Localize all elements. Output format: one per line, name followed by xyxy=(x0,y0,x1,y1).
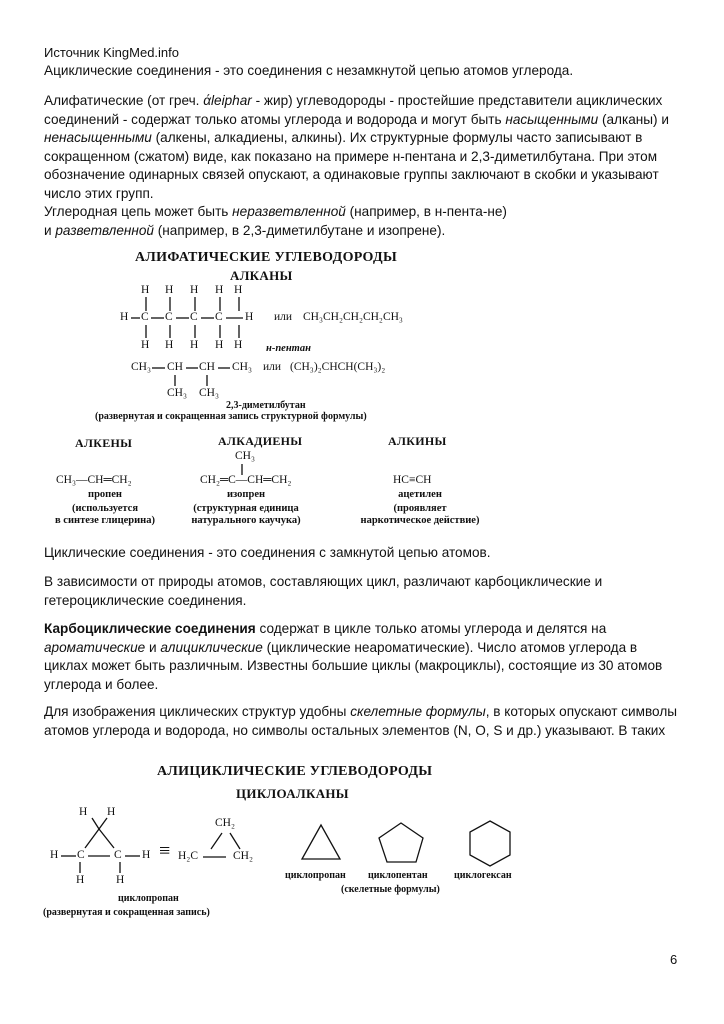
pentane-h-top-5: H xyxy=(234,284,243,296)
dmb-condensed-formula: (CH₃)₂CHCH(CH₃)₂ xyxy=(290,361,386,373)
cyclopropane-triangle xyxy=(302,825,340,859)
figure-title: АЛИФАТИЧЕСКИЕ УГЛЕВОДОРОДЫ xyxy=(135,250,398,265)
paragraph-cyclic-types: В зависимости от природы атомов, составляющих цикл, различают карбоциклические и гетероциклические соединения. xyxy=(44,574,603,608)
dmb-ch-2: CH xyxy=(199,361,215,373)
cp-h-top-right: H xyxy=(107,806,116,818)
pentane-c-1: C xyxy=(141,311,149,323)
pentane-h-top-1: H xyxy=(141,284,150,296)
cp-h-bottom-right: H xyxy=(116,874,125,886)
cp-c-left: C xyxy=(77,849,85,861)
dmb-name: 2,3-диметилбутан xyxy=(226,400,306,411)
skeletal-cyclopentane-label: циклопентан xyxy=(368,870,428,881)
pentane-c-4: C xyxy=(215,311,223,323)
cyclopentane-pentagon xyxy=(379,823,423,862)
source-header: Источник KingMed.info xyxy=(44,45,179,60)
cp-h-top-left: H xyxy=(79,806,88,818)
pentane-c-2: C xyxy=(165,311,173,323)
cyclohexane-hexagon xyxy=(470,821,510,866)
pentane-c-3: C xyxy=(190,311,198,323)
alkynes-heading: АЛКИНЫ xyxy=(388,434,447,448)
cp-condensed-ch2-right: CH₂ xyxy=(233,850,253,862)
acetylene-note: (проявляет наркотическое действие) xyxy=(360,503,480,526)
cp-expanded-name: циклопропан xyxy=(118,893,179,904)
pentane-h-bottom-5: H xyxy=(234,339,243,351)
paragraph-cyclic-definition: Циклические соединения - это соединения с замкнутой цепью атомов. xyxy=(44,545,491,560)
dmb-ch3-2: CH₃ xyxy=(232,361,252,373)
propene-note: (используется в синтезе глицерина) xyxy=(55,503,155,526)
pentane-h-left: H xyxy=(120,311,129,323)
figure2-title: АЛИЦИКЛИЧЕСКИЕ УГЛЕВОДОРОДЫ xyxy=(157,764,433,779)
pentane-h-bottom-3: H xyxy=(190,339,199,351)
cp-condensed-ch2-top: CH₂ xyxy=(215,817,235,829)
pentane-h-top-2: H xyxy=(165,284,174,296)
dmb-ch-1: CH xyxy=(167,361,183,373)
page-number: 6 xyxy=(670,952,678,967)
skeletal-cyclohexane-label: циклогексан xyxy=(454,870,512,881)
pentane-name: н-пентан xyxy=(266,343,311,354)
cp-h-right: H xyxy=(142,849,151,861)
acetylene-formula: HC≡CH xyxy=(393,474,432,486)
propene-name: пропен xyxy=(88,489,122,500)
isoprene-formula: CH₂═C—CH═CH₂ xyxy=(200,474,292,486)
dmb-sub-ch3-2: CH₃ xyxy=(199,387,219,399)
pentane-h-top-4: H xyxy=(215,284,224,296)
paragraph-aliphatic: Алифатические (от греч. άleiphar - жир) углеводороды - простейшие представители ациклических соединений - содержат только атомы углерода и водорода и могут быть насыщенными (алканы) и ненасыщенными (алкены, алкадиены, алкины). Их структурные формулы часто записывают в сокращенном (сжатом) виде, как показано на примере н-пентана и 2,3-диметилбутана. При этом обозначение одинарных связей опускают, а одинаковые группы заключают в скобки и указывают число этих групп. xyxy=(44,93,669,201)
equivalence-sign: ≡ xyxy=(159,840,171,862)
cycloalkanes-heading: ЦИКЛОАЛКАНЫ xyxy=(236,786,349,801)
alkanes-heading: АЛКАНЫ xyxy=(230,268,293,283)
skeletal-caption: (скелетные формулы) xyxy=(341,884,440,895)
dmb-ch3-1: CH₃ xyxy=(131,361,151,373)
pentane-h-right: H xyxy=(245,311,254,323)
pentane-h-bottom-1: H xyxy=(141,339,150,351)
skeletal-cyclopropane-label: циклопропан xyxy=(285,870,346,881)
dmb-or: или xyxy=(263,361,282,373)
pentane-condensed-formula: CH₃CH₂CH₂CH₂CH₃ xyxy=(303,311,403,323)
dmb-sub-ch3-1: CH₃ xyxy=(167,387,187,399)
pentane-or: или xyxy=(274,311,293,323)
cp-h-bottom-left: H xyxy=(76,874,85,886)
cp-c-right: C xyxy=(114,849,122,861)
alkane-caption: (развернутая и сокращенная запись структурной формулы) xyxy=(95,411,367,422)
cp-expanded-caption: (развернутая и сокращенная запись) xyxy=(43,907,210,918)
isoprene-name: изопрен xyxy=(226,489,266,500)
paragraph-chain-types: Углеродная цепь может быть неразветвленной (например, в н-пента-не) и разветвленной (например, в 2,3-диметилбутане и изопрене). xyxy=(44,204,507,238)
paragraph-carbocyclic: Карбоциклические соединения содержат в цикле только атомы углерода и делятся на ароматические и алициклические (циклические неароматические). Число атомов углерода в циклах может быть различным. Известны большие циклы (макроциклы), состоящие из 30 атомов углерода и более. xyxy=(44,621,663,692)
cp-condensed-h2c: H₂C xyxy=(178,850,198,862)
pentane-h-top-3: H xyxy=(190,284,199,296)
propene-formula: CH₃—CH═CH₂ xyxy=(56,474,132,486)
pentane-h-bottom-2: H xyxy=(165,339,174,351)
cp-h-left: H xyxy=(50,849,59,861)
paragraph-acyclic-definition: Ациклические соединения - это соединения с незамкнутой цепью атомов углерода. xyxy=(44,63,574,78)
isoprene-methyl: CH₃ xyxy=(235,450,255,462)
alkenes-heading: АЛКЕНЫ xyxy=(75,436,133,450)
alkadienes-heading: АЛКАДИЕНЫ xyxy=(218,434,303,448)
acetylene-name: ацетилен xyxy=(398,489,442,500)
paragraph-skeletal: Для изображения циклических структур удобны скелетные формулы, в которых опускают символы атомов углерода и водорода, но символы остальных элементов (N, O, S и др.) указывают. В таких xyxy=(44,704,678,738)
pentane-h-bottom-4: H xyxy=(215,339,224,351)
isoprene-note: (структурная единица натурального каучука) xyxy=(191,503,301,526)
